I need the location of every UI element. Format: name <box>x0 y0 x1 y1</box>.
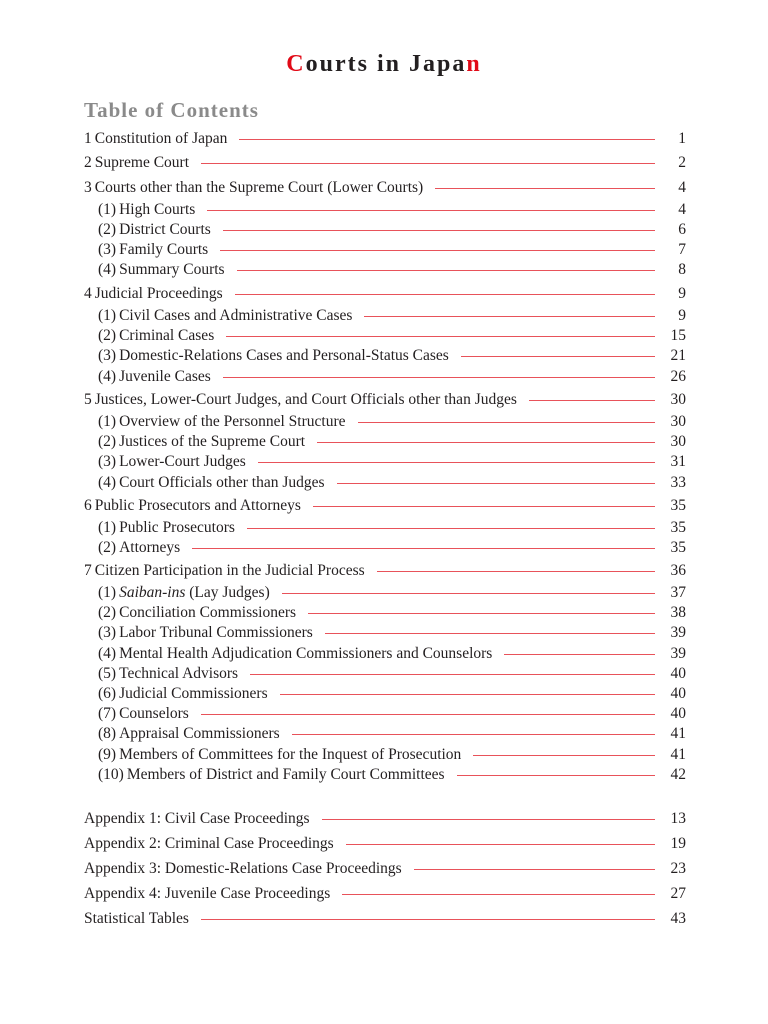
toc-entry-page: 35 <box>670 539 686 556</box>
toc-entry-page: 9 <box>678 285 686 302</box>
toc-section[interactable] <box>84 284 686 304</box>
toc-entry-page: 19 <box>670 835 686 852</box>
toc-entry-text: High Courts <box>119 201 196 218</box>
toc-subsection[interactable] <box>98 724 686 744</box>
toc-entry-text: Public Prosecutors <box>119 519 235 536</box>
toc-subsection[interactable] <box>98 220 686 240</box>
toc-subsection[interactable] <box>98 684 686 704</box>
toc-entry-text: Statistical Tables <box>84 910 189 927</box>
toc-entry-text: Judicial Commissioners <box>119 685 268 702</box>
toc-entry-label <box>98 346 449 366</box>
toc-subsection[interactable] <box>98 346 686 366</box>
toc-entry-label <box>98 518 235 538</box>
toc-entry-number: 7 <box>84 562 92 579</box>
toc-subsection[interactable] <box>98 200 686 220</box>
title-first-letter: C <box>286 51 306 77</box>
toc-entry-number: (3) <box>98 347 117 364</box>
leader-line <box>280 694 655 695</box>
toc-entry-label <box>84 496 301 516</box>
toc-subsection[interactable] <box>98 473 686 493</box>
leader-line <box>237 270 655 271</box>
toc-entry-page: 26 <box>670 368 686 385</box>
toc-appendix[interactable] <box>84 834 686 854</box>
toc-entry-page: 41 <box>670 725 686 742</box>
toc-entry-label <box>84 390 517 410</box>
toc-entry-label <box>98 220 211 240</box>
toc-entry-label <box>84 909 189 929</box>
toc-entry-label <box>84 153 189 173</box>
toc-entry-label <box>98 583 270 603</box>
toc-appendix[interactable] <box>84 859 686 879</box>
toc-entry-text: Appraisal Commissioners <box>119 725 280 742</box>
toc-entry-text: Counselors <box>119 705 189 722</box>
toc-entry-number: (4) <box>98 368 117 385</box>
toc-entry-page: 42 <box>670 766 686 783</box>
leader-line <box>364 316 655 317</box>
leader-line <box>461 356 655 357</box>
toc-entry-number: (1) <box>98 584 117 601</box>
toc-entry-text: Justices of the Supreme Court <box>119 433 306 450</box>
toc-entry-label <box>98 452 246 472</box>
toc-section[interactable] <box>84 178 686 198</box>
toc-entry-page: 36 <box>670 562 686 579</box>
toc-subsection[interactable] <box>98 745 686 765</box>
toc-subsection[interactable] <box>98 326 686 346</box>
leader-line <box>258 462 655 463</box>
leader-line <box>358 422 656 423</box>
leader-line <box>322 819 655 820</box>
leader-line <box>207 210 655 211</box>
toc-entry-label <box>84 561 365 581</box>
toc-entry-number: (8) <box>98 725 117 742</box>
toc-entry-label <box>98 326 214 346</box>
leader-line <box>223 377 655 378</box>
leader-line <box>377 571 655 572</box>
toc-entry-text: Labor Tribunal Commissioners <box>119 624 313 641</box>
toc-entry-page: 33 <box>670 474 686 491</box>
leader-line <box>223 230 655 231</box>
toc-entry-page: 2 <box>678 154 686 171</box>
toc-entry-number: (10) <box>98 766 124 783</box>
toc-entry-number: (1) <box>98 519 117 536</box>
toc-entry-label <box>98 260 225 280</box>
toc-section[interactable] <box>84 390 686 410</box>
toc-entry-text: Civil Cases and Administrative Cases <box>119 307 353 324</box>
toc-entry-label <box>98 704 189 724</box>
toc-entry-page: 38 <box>670 604 686 621</box>
toc-subsection[interactable] <box>98 306 686 326</box>
toc-entry-label <box>98 240 208 260</box>
toc-entry-number: (2) <box>98 327 117 344</box>
toc-entry-number: 6 <box>84 497 92 514</box>
toc-entry-text: Appendix 4: Juvenile Case Proceedings <box>84 885 331 902</box>
toc-subsection[interactable] <box>98 603 686 623</box>
toc-entry-label <box>98 412 346 432</box>
toc-entry-text: Conciliation Commissioners <box>119 604 297 621</box>
toc-entry-text: Domestic-Relations Cases and Personal-Status Cases <box>119 347 449 364</box>
leader-line <box>201 163 655 164</box>
toc-entry-page: 40 <box>670 685 686 702</box>
toc-entry-page: 1 <box>678 130 686 147</box>
toc-subsection[interactable] <box>98 412 686 432</box>
leader-line <box>292 734 655 735</box>
toc-entry-text: Citizen Participation in the Judicial Process <box>94 562 365 579</box>
toc-heading: Table of Contents <box>84 98 259 122</box>
toc-entry-page: 39 <box>670 624 686 641</box>
toc-entry-page: 30 <box>670 433 686 450</box>
toc-subsection[interactable] <box>98 644 686 664</box>
toc-entry-text: Summary Courts <box>119 261 225 278</box>
toc-entry-text: District Courts <box>119 221 211 238</box>
toc-entry-number: 2 <box>84 154 92 171</box>
toc-entry-text: Mental Health Adjudication Commissioners and Counselors <box>119 645 493 662</box>
toc-subsection[interactable] <box>98 623 686 643</box>
toc-entry-page: 37 <box>670 584 686 601</box>
toc-entry-text: Courts other than the Supreme Court (Lower Courts) <box>94 179 424 196</box>
leader-line <box>247 528 655 529</box>
toc-entry-label <box>98 538 180 558</box>
toc-entry-label <box>98 684 268 704</box>
toc-appendix[interactable] <box>84 809 686 829</box>
toc-entry-text: Public Prosecutors and Attorneys <box>94 497 301 514</box>
leader-line <box>282 593 655 594</box>
toc-entry-label <box>98 644 492 664</box>
leader-line <box>239 139 655 140</box>
toc-entry-page: 7 <box>678 241 686 258</box>
toc-subsection[interactable] <box>98 538 686 558</box>
title-last-letter: n <box>466 51 482 77</box>
toc-entry-text: Supreme Court <box>94 154 190 171</box>
toc-entry-text: Constitution of Japan <box>94 130 228 147</box>
toc-entry-text: Appendix 3: Domestic-Relations Case Proceedings <box>84 860 402 877</box>
toc-entry-page: 35 <box>670 519 686 536</box>
toc-entry-label <box>84 178 423 198</box>
toc-entry-number: (3) <box>98 624 117 641</box>
toc-entry-page: 9 <box>678 307 686 324</box>
leader-line <box>313 506 655 507</box>
toc-entry-number: (4) <box>98 474 117 491</box>
leader-line <box>435 188 655 189</box>
toc-subsection[interactable] <box>98 367 686 387</box>
toc-entry-italic-term: Saiban-ins <box>119 584 186 601</box>
leader-line <box>414 869 655 870</box>
toc-entry-page: 6 <box>678 221 686 238</box>
toc-entry-label <box>84 884 330 904</box>
toc-entry-text: Family Courts <box>119 241 209 258</box>
toc-section[interactable] <box>84 561 686 581</box>
toc-entry-number: (2) <box>98 604 117 621</box>
toc-entry-number: (2) <box>98 221 117 238</box>
toc-section[interactable] <box>84 496 686 516</box>
toc-subsection[interactable] <box>98 704 686 724</box>
toc-subsection[interactable] <box>98 452 686 472</box>
leader-line <box>220 250 655 251</box>
toc-entry-label <box>98 623 313 643</box>
toc-subsection[interactable] <box>98 765 686 785</box>
toc-entry-text: Members of Committees for the Inquest of Prosecution <box>119 746 462 763</box>
toc-entry-page: 8 <box>678 261 686 278</box>
toc-entry-text: Appendix 1: Civil Case Proceedings <box>84 810 310 827</box>
toc-entry-text: Court Officials other than Judges <box>119 474 325 491</box>
leader-line <box>473 755 655 756</box>
page-title <box>0 49 768 79</box>
leader-line <box>201 714 655 715</box>
toc-entry-page: 4 <box>678 201 686 218</box>
toc-entry-text: Juvenile Cases <box>119 368 211 385</box>
toc-entry-number: 4 <box>84 285 92 302</box>
toc-section[interactable] <box>84 129 686 149</box>
toc-entry-number: (6) <box>98 685 117 702</box>
toc-entry-page: 27 <box>670 885 686 902</box>
toc-entry-label <box>98 473 325 493</box>
title-middle: ourts in Japa <box>305 51 467 77</box>
leader-line <box>504 654 655 655</box>
toc-entry-page: 41 <box>670 746 686 763</box>
toc-entry-label <box>98 664 238 684</box>
toc-entry-number: 3 <box>84 179 92 196</box>
toc-entry-text: Members of District and Family Court Committees <box>126 766 445 783</box>
toc-subsection[interactable] <box>98 518 686 538</box>
leader-line <box>342 894 655 895</box>
toc-entry-page: 21 <box>670 347 686 364</box>
leader-line <box>529 400 655 401</box>
toc-entry-number: (5) <box>98 665 117 682</box>
toc-entry-page: 35 <box>670 497 686 514</box>
toc-subsection[interactable] <box>98 664 686 684</box>
leader-line <box>308 613 655 614</box>
toc-entry-label <box>98 745 461 765</box>
toc-appendix[interactable] <box>84 909 686 929</box>
toc-entry-label <box>98 432 305 452</box>
toc-entry-number: (7) <box>98 705 117 722</box>
toc-entry-label <box>84 834 334 854</box>
toc-entry-page: 40 <box>670 665 686 682</box>
toc-entry-number: (2) <box>98 433 117 450</box>
toc-entry-page: 31 <box>670 453 686 470</box>
toc-entry-page: 15 <box>670 327 686 344</box>
toc-entry-text: Justices, Lower-Court Judges, and Court Officials other than Judges <box>94 391 517 408</box>
leader-line <box>250 674 655 675</box>
toc-entry-text: Criminal Cases <box>119 327 215 344</box>
toc-entry-number: (1) <box>98 307 117 324</box>
leader-line <box>325 633 655 634</box>
toc-entry-text: Appendix 2: Criminal Case Proceedings <box>84 835 334 852</box>
toc-entry-text: Technical Advisors <box>119 665 239 682</box>
toc-entry-text: Attorneys <box>119 539 181 556</box>
toc-entry-label <box>98 367 211 387</box>
toc-entry-text: Judicial Proceedings <box>94 285 223 302</box>
toc-entry-number: (3) <box>98 453 117 470</box>
toc-entry-number: 5 <box>84 391 92 408</box>
toc-entry-page: 30 <box>670 413 686 430</box>
toc-entry-label <box>98 765 445 785</box>
toc-entry-number: (1) <box>98 413 117 430</box>
toc-subsection[interactable] <box>98 583 686 603</box>
leader-line <box>201 919 655 920</box>
toc-entry-number: (3) <box>98 241 117 258</box>
toc-entry-page: 4 <box>678 179 686 196</box>
toc-entry-number: (4) <box>98 261 117 278</box>
toc-entry-text: (Lay Judges) <box>185 584 270 601</box>
leader-line <box>337 483 655 484</box>
toc-entry-page: 40 <box>670 705 686 722</box>
toc-entry-label <box>84 129 227 149</box>
toc-subsection[interactable] <box>98 432 686 452</box>
toc-entry-label <box>84 859 402 879</box>
toc-entry-text: Lower-Court Judges <box>119 453 246 470</box>
toc-entry-label <box>98 200 195 220</box>
toc-entry-number: (4) <box>98 645 117 662</box>
toc-appendix[interactable] <box>84 884 686 904</box>
toc-entry-page: 13 <box>670 810 686 827</box>
toc-section[interactable] <box>84 153 686 173</box>
leader-line <box>317 442 655 443</box>
toc-entry-label <box>98 306 352 326</box>
toc-entry-number: (9) <box>98 746 117 763</box>
leader-line <box>226 336 655 337</box>
toc-entry-label <box>98 603 296 623</box>
toc-subsection[interactable] <box>98 260 686 280</box>
leader-line <box>192 548 655 549</box>
leader-line <box>457 775 655 776</box>
toc-entry-label <box>98 724 280 744</box>
toc-entry-page: 39 <box>670 645 686 662</box>
toc-subsection[interactable] <box>98 240 686 260</box>
toc-entry-number: (2) <box>98 539 117 556</box>
toc-entry-page: 43 <box>670 910 686 927</box>
toc-entry-page: 23 <box>670 860 686 877</box>
toc-entry-number: (1) <box>98 201 117 218</box>
toc-entry-text: Overview of the Personnel Structure <box>119 413 346 430</box>
toc-entry-number: 1 <box>84 130 92 147</box>
leader-line <box>235 294 655 295</box>
leader-line <box>346 844 655 845</box>
toc-entry-label <box>84 284 223 304</box>
toc-entry-page: 30 <box>670 391 686 408</box>
toc-entry-label <box>84 809 310 829</box>
